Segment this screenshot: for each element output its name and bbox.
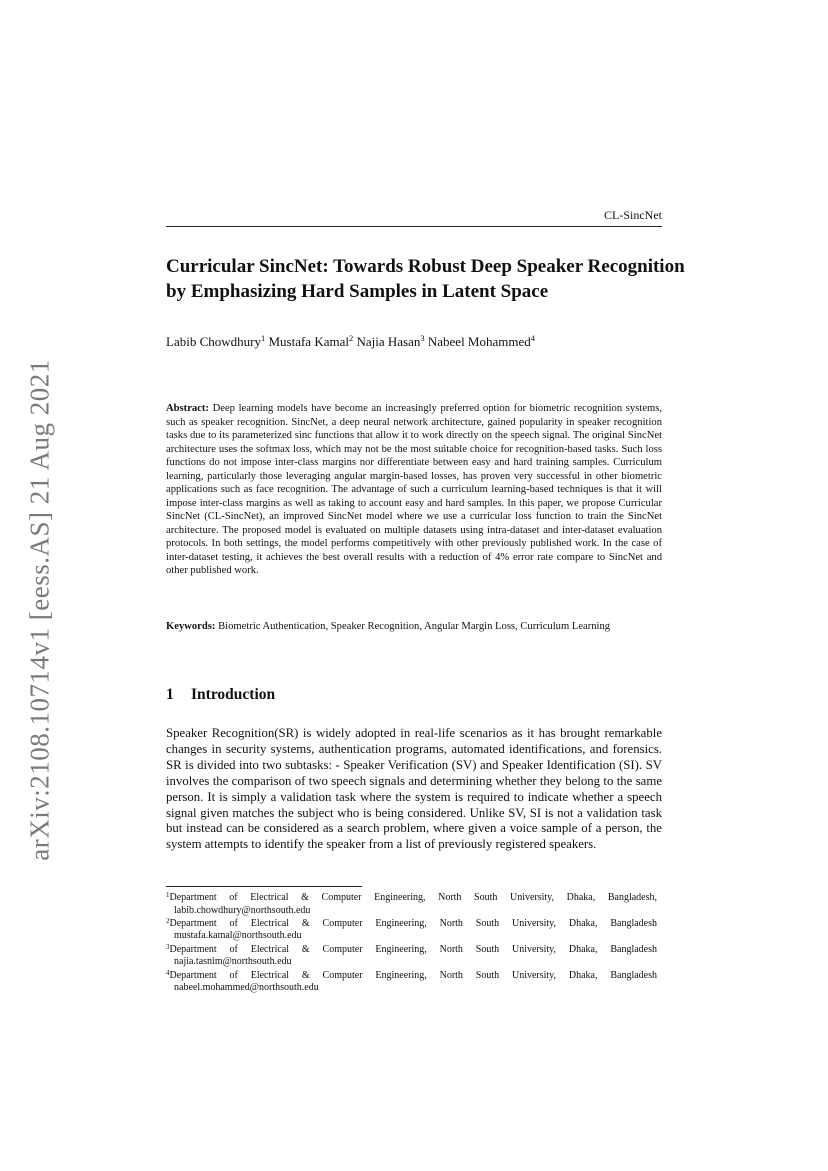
- arxiv-stamp: arXiv:2108.10714v1 [eess.AS] 21 Aug 2021: [24, 359, 55, 861]
- footnote: [166, 892, 657, 917]
- abstract-text: Deep learning models have become an increasingly preferred option for biometric recognition systems, such as speaker recognition. SincNet, a deep neural network architecture, gained popularity in speaker recognition tasks due to its parameterized sinc functions that allow it to work directly on the speech signal. The original SincNet architecture uses the softmax loss, which may not be the most suitable choice for recognition-based tasks. Such loss functions do not impose inter-class margins nor differentiate between easy and hard training samples. Curriculum learning, particularly those leveraging angular margin-based losses, has proven very successful in other biometric applications such as face recognition. The advantage of such a curriculum learning-based techniques is that it will impose inter-class margins as well as taking to account easy and hard samples. In this paper, we propose Curricular SincNet (CL-SincNet), an improved SincNet model where we use a curricular loss function to train the SincNet architecture. The proposed model is evaluated on multiple datasets using intra-dataset and inter-dataset evaluation protocols. In both settings, the model performs competitively with other previously published work. In the case of inter-dataset testing, it achieves the best overall results with a reduction of 4% error rate compare to SincNet and other published work.: [166, 403, 662, 576]
- footnote-text: Department of Electrical & Computer Engineering, North South University, Dhaka, Bangladesh mustafa.kamal@northsouth.edu: [169, 917, 657, 942]
- footnote-text: Department of Electrical & Computer Engineering, North South University, Dhaka, Bangladesh najia.tasnim@northsouth.edu: [169, 943, 657, 968]
- keywords-text: Biometric Authentication, Speaker Recognition, Angular Margin Loss, Curriculum Learning: [218, 621, 611, 632]
- footnote-rule: [166, 886, 362, 887]
- footnote-text: Department of Electrical & Computer Engineering, North South University, Dhaka, Bangladesh, labib.chowdhury@northsouth.edu: [169, 892, 657, 916]
- running-head: CL-SincNet: [166, 208, 662, 227]
- footnote-mark: 1: [166, 891, 170, 899]
- author-mark: 1: [260, 333, 266, 343]
- paper-title: Curricular SincNet: Towards Robust Deep Speaker Recognition by Emphasizing Hard Samples in Latent Space: [166, 256, 685, 302]
- author-mark: 4: [530, 333, 536, 343]
- footnote-text: Department of Electrical & Computer Engineering, North South University, Dhaka, Bangladesh nabeel.mohammed@northsouth.edu: [169, 969, 657, 994]
- abstract: [166, 402, 662, 578]
- arxiv-sidebar: [18, 340, 62, 880]
- author-mark: 3: [420, 333, 425, 343]
- footnote-mark: 2: [166, 916, 170, 925]
- section-number: 1: [166, 686, 174, 703]
- footnote: [166, 944, 657, 969]
- author-name: Nabeel Mohammed: [427, 334, 531, 349]
- keywords-label: Keywords:: [166, 621, 216, 632]
- footnote: [166, 918, 657, 943]
- footnote-mark: 3: [166, 942, 170, 951]
- keywords: [166, 620, 672, 634]
- section-heading-introduction: [166, 686, 275, 704]
- author-name: Najia Hasan: [356, 334, 421, 349]
- footnotes: [166, 892, 657, 996]
- author-name: Labib Chowdhury: [166, 334, 261, 349]
- footnote: [166, 970, 657, 995]
- abstract-label: Abstract:: [166, 403, 209, 414]
- author-list: [166, 334, 686, 350]
- section-title: Introduction: [191, 686, 276, 703]
- footnote-mark: 4: [166, 968, 170, 977]
- introduction-paragraph: Speaker Recognition(SR) is widely adopted in real-life scenarios as it has brought remarkable changes in security systems, authentication programs, automated identifications, and forensics. SR is divided into two subtasks: - Speaker Verification (SV) and Speaker Identification (SI). SV involves the comparison of two speech signals and determining whether they belong to the same person. It is simply a validation task where the system is required to indicate whether a speech signal given matches the subject who is being considered. Unlike SV, SI is not a validation task but instead can be considered as a search problem, where given a voice sample of a person, the system attempts to identify the speaker from a list of previously registered speakers.: [166, 726, 662, 852]
- author-mark: 2: [348, 333, 354, 343]
- author-name: Mustafa Kamal: [268, 334, 349, 349]
